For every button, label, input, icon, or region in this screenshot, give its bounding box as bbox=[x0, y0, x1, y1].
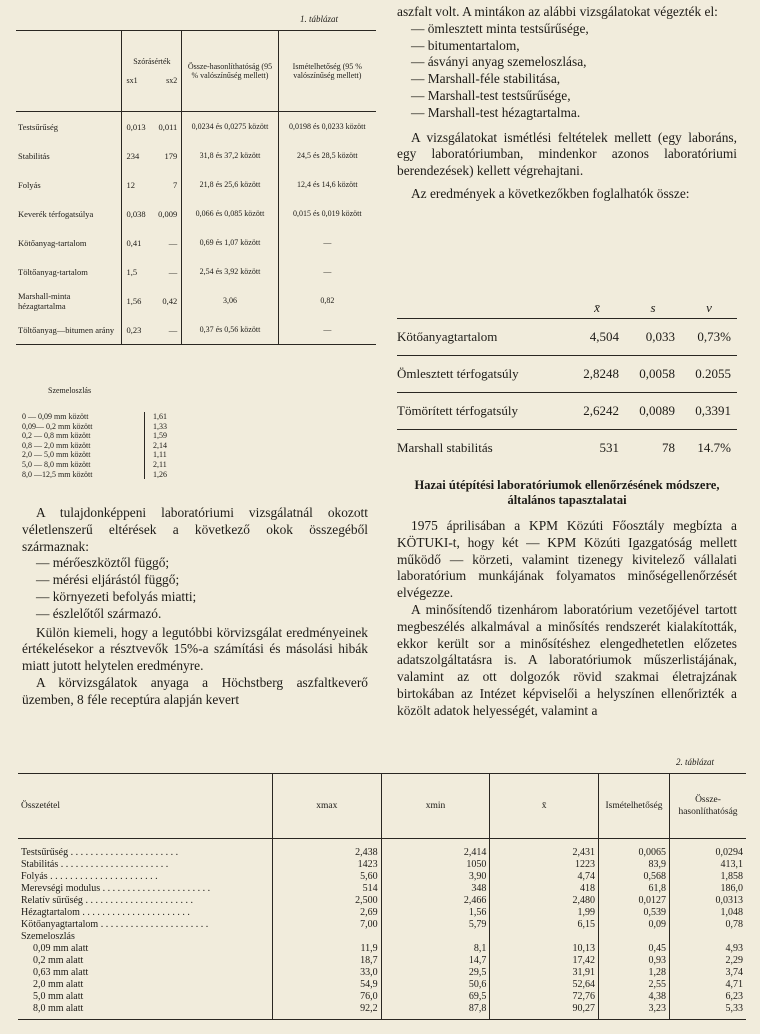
table2-cell-x: 52,64 bbox=[490, 979, 599, 991]
results-cell-x: 2,8248 bbox=[569, 356, 625, 393]
table2-cell-comp: 2,29 bbox=[670, 955, 747, 967]
table2-cell-rep: 0,45 bbox=[599, 943, 670, 955]
table2-cell-comp: 0,78 bbox=[670, 919, 747, 931]
table2-cell-xmin: 3,90 bbox=[381, 871, 490, 883]
table1-row bbox=[16, 315, 376, 345]
table2-cell-rep: 4,38 bbox=[599, 991, 670, 1003]
table1-cell-comparability: 3,06 bbox=[182, 286, 278, 315]
table1-cell-sx1: 0,013 bbox=[126, 121, 146, 132]
table1-cell-repeatability: — bbox=[278, 228, 376, 257]
right-dash-5: — Marshall-test testsűrűsége, bbox=[411, 87, 571, 103]
distribution-row bbox=[22, 460, 167, 470]
table2-cell-xmax: 2,438 bbox=[273, 839, 382, 860]
table2-cell-name: Merevségi modulus bbox=[21, 883, 101, 894]
table2-cell-xmax: 76,0 bbox=[273, 991, 382, 1003]
table2-header-repeatability: Ismételhetőség bbox=[599, 774, 670, 839]
table2-cell-xmin: 14,7 bbox=[381, 955, 490, 967]
left-dash-2: — mérési eljárástól függő; bbox=[36, 572, 180, 588]
table2-cell-rep: 0,09 bbox=[599, 919, 670, 931]
table2-header-xmax: xmax bbox=[273, 774, 382, 839]
table2-cell-xmax: 7,00 bbox=[273, 919, 382, 931]
table1-row bbox=[16, 170, 376, 199]
table1-header-sx1: sx1 bbox=[126, 76, 138, 85]
table1-cell-name: Stabilitás bbox=[18, 150, 50, 161]
results-cell-name: Ömlesztett térfogatsúly bbox=[397, 356, 569, 393]
distribution-value: 1,11 bbox=[153, 450, 167, 460]
table2-cell-comp: 5,33 bbox=[670, 1003, 747, 1020]
results-cell-x: 531 bbox=[569, 430, 625, 467]
right-dash-1: — ömlesztett minta testsűrűsége, bbox=[411, 20, 589, 36]
table1-cell-repeatability: 0,82 bbox=[278, 286, 376, 315]
table2-cell-xmin: 2,414 bbox=[381, 839, 490, 860]
table2-cell-rep: 83,9 bbox=[599, 859, 670, 871]
table2-cell-name: 5,0 mm alatt bbox=[33, 991, 84, 1002]
table2-cell-name: 2,0 mm alatt bbox=[33, 979, 84, 990]
table2-cell-name: Folyás bbox=[21, 871, 48, 882]
table2-cell-comp: 3,74 bbox=[670, 967, 747, 979]
table2-cell-x: 72,76 bbox=[490, 991, 599, 1003]
table2-row bbox=[18, 991, 746, 1003]
table2-cell-xmax: 92,2 bbox=[273, 1003, 382, 1020]
table1-cell-sx2: — bbox=[168, 324, 178, 335]
table2-cell-comp: 413,1 bbox=[670, 859, 747, 871]
table1-cell-name: Kötőanyag-tartalom bbox=[18, 237, 87, 248]
results-table bbox=[397, 298, 737, 466]
table2-cell-x: 6,15 bbox=[490, 919, 599, 931]
table2-cell-x: 4,74 bbox=[490, 871, 599, 883]
table2-cell-x: 31,91 bbox=[490, 967, 599, 979]
table2-cell-comp: 1,048 bbox=[670, 907, 747, 919]
results-cell-name: Tömörített térfogatsúly bbox=[397, 393, 569, 430]
table1-cell-sx1: 0,038 bbox=[126, 208, 146, 219]
results-cell-s: 78 bbox=[625, 430, 681, 467]
table1-cell-comparability: 31,8 és 37,2 között bbox=[182, 141, 278, 170]
table2-cell-comp: 186,0 bbox=[670, 883, 747, 895]
table2-row bbox=[18, 955, 746, 967]
table2-cell-xmin: 87,8 bbox=[381, 1003, 490, 1020]
distribution-list bbox=[22, 412, 167, 479]
table2-cell-rep: 0,568 bbox=[599, 871, 670, 883]
distribution-row bbox=[22, 431, 167, 441]
table2-cell-xmin bbox=[381, 931, 490, 943]
right-dash-2: — bitumentartalom, bbox=[411, 37, 520, 53]
distribution-row bbox=[22, 412, 167, 422]
leader-dots: . . . . . . . . . . . . . . . . . . . . . . bbox=[82, 895, 193, 906]
table2-header-comparability: Össze-hasonlíthatóság bbox=[670, 774, 747, 839]
table2-cell-name: 0,09 mm alatt bbox=[33, 943, 89, 954]
table1-header-scatter: Szórásérték bbox=[133, 57, 171, 66]
distribution-value: 2,11 bbox=[153, 459, 167, 469]
distribution-row bbox=[22, 441, 167, 451]
table2-cell-comp: 0,0294 bbox=[670, 839, 747, 860]
left-paragraph-3: A körvizsgálatok anyaga a Höchstberg aszfaltkeverő üzemben, 8 féle receptúra alapján kevert bbox=[22, 674, 368, 707]
distribution-value: 1,33 bbox=[153, 421, 167, 431]
results-cell-s: 0,033 bbox=[625, 319, 681, 356]
results-header-v: v bbox=[706, 300, 712, 315]
results-cell-v: 0,73% bbox=[681, 319, 737, 356]
table2-cell-rep: 0,93 bbox=[599, 955, 670, 967]
table2-cell-xmax: 18,7 bbox=[273, 955, 382, 967]
table1-cell-sx1: 234 bbox=[126, 150, 140, 161]
table1-cell-comparability: 0,0234 és 0,0275 között bbox=[182, 112, 278, 142]
table2-cell-xmin: 5,79 bbox=[381, 919, 490, 931]
results-cell-v: 0,3391 bbox=[681, 393, 737, 430]
table1-cell-comparability: 21,8 és 25,6 között bbox=[182, 170, 278, 199]
results-row bbox=[397, 430, 737, 467]
table2-cell-xmax: 514 bbox=[273, 883, 382, 895]
table2-cell-name: Testsűrűség bbox=[21, 847, 69, 858]
results-cell-x: 2,6242 bbox=[569, 393, 625, 430]
results-cell-v: 0.2055 bbox=[681, 356, 737, 393]
results-row bbox=[397, 393, 737, 430]
distribution-value: 2,14 bbox=[153, 440, 167, 450]
table2-cell-rep: 2,55 bbox=[599, 979, 670, 991]
table1-cell-repeatability: 12,4 és 14,6 között bbox=[278, 170, 376, 199]
leader-dots: . . . . . . . . . . . . . . . . . . . . . . bbox=[47, 871, 158, 882]
table2-cell-name: 8,0 mm alatt bbox=[33, 1003, 84, 1014]
table2-cell-x: 1,99 bbox=[490, 907, 599, 919]
table2-cell-xmin: 29,5 bbox=[381, 967, 490, 979]
table1-cell-comparability: 0,066 és 0,085 között bbox=[182, 199, 278, 228]
table2-cell-name: Relatív sűrűség bbox=[21, 895, 83, 906]
table2-cell-x bbox=[490, 931, 599, 943]
table2-cell-xmin: 8,1 bbox=[381, 943, 490, 955]
table2-cell-xmin: 348 bbox=[381, 883, 490, 895]
table1-cell-sx1: 1,56 bbox=[126, 295, 142, 306]
table2-cell-xmin: 2,466 bbox=[381, 895, 490, 907]
table2-row bbox=[18, 895, 746, 907]
table1-header-repeatability: Ismételhetőség (95 % valószínűség mellett) bbox=[278, 31, 376, 112]
distribution-value: 1,59 bbox=[153, 431, 167, 441]
distribution-range: 0 — 0,09 mm között bbox=[22, 412, 145, 422]
table1-row bbox=[16, 257, 376, 286]
table1-cell-repeatability: — bbox=[278, 257, 376, 286]
section-text bbox=[397, 518, 737, 720]
table2-row bbox=[18, 871, 746, 883]
table2-cell-x: 2,480 bbox=[490, 895, 599, 907]
table2-cell-name: 0,63 mm alatt bbox=[33, 967, 89, 978]
table1-cell-repeatability: 0,0198 és 0,0233 között bbox=[278, 112, 376, 142]
distribution-range: 0,8 — 2,0 mm között bbox=[22, 441, 145, 451]
table2-cell-name: 0,2 mm alatt bbox=[33, 955, 84, 966]
table2-cell-name: Stabilitás bbox=[21, 859, 59, 870]
table1-cell-sx2: 179 bbox=[164, 150, 178, 161]
table1-header-comparability: Össze-hasonlíthatóság (95 % valószínűség mellett) bbox=[182, 31, 278, 112]
table2-cell-xmax: 2,69 bbox=[273, 907, 382, 919]
results-cell-name: Kötőanyagtartalom bbox=[397, 319, 569, 356]
right-paragraph-2: A vizsgálatokat ismétlési feltételek mellett (egy laboráns, egy laboratóriumban, mindenkor azonos laboratóriumi berendezések) kellett végrehajtani. bbox=[397, 129, 737, 179]
distribution-range: 5,0 — 8,0 mm között bbox=[22, 460, 145, 470]
table1-cell-comparability: 2,54 és 3,92 között bbox=[182, 257, 278, 286]
table1-cell-comparability: 0,37 és 0,56 között bbox=[182, 315, 278, 345]
right-dash-3: — ásványi anyag szemeloszlása, bbox=[411, 54, 587, 70]
section-title: Hazai útépítési laboratóriumok ellenőrzésének módszere, általános tapasztalatai bbox=[414, 478, 720, 507]
table2-row bbox=[18, 859, 746, 871]
section-paragraph-2: A minősítendő tizenhárom laboratórium vezetőjével tartott megbeszélés alkalmával a minősítés rendszerét kialakították, ekkor került sor a minősítéshez elengedhetetlen előzetes adatszolgáltatásra is. A laboratóriumok műszerlistájának, valamint az ott dolgozók rövid szakmai életrajzának birtokában az Intézet képviselői a helyszínen ellenőrizték a közölt adatok helyességét, valamint a bbox=[397, 601, 737, 718]
results-header-x: x̄ bbox=[594, 300, 600, 315]
table1 bbox=[16, 30, 376, 345]
leader-dots: . . . . . . . . . . . . . . . . . . . . . . bbox=[98, 919, 209, 930]
table2-cell-rep bbox=[599, 931, 670, 943]
table2-row bbox=[18, 907, 746, 919]
right-dash-4: — Marshall-féle stabilitása, bbox=[411, 71, 561, 87]
table1-cell-sx2: 0,009 bbox=[158, 208, 178, 219]
table2-cell-xmin: 1050 bbox=[381, 859, 490, 871]
table1-header-sx2: sx2 bbox=[166, 76, 178, 85]
table2-caption: 2. táblázat bbox=[676, 757, 715, 767]
right-paragraph-3: Az eredmények a következőkben foglalhatók össze: bbox=[411, 185, 690, 201]
table1-caption: 1. táblázat bbox=[300, 14, 339, 24]
table1-cell-sx1: 0,41 bbox=[126, 237, 142, 248]
distribution-range: 0,09— 0,2 mm között bbox=[22, 422, 145, 432]
results-cell-s: 0,0089 bbox=[625, 393, 681, 430]
table2-cell-xmin: 50,6 bbox=[381, 979, 490, 991]
table2-row bbox=[18, 967, 746, 979]
table1-row bbox=[16, 141, 376, 170]
table2-cell-x: 1223 bbox=[490, 859, 599, 871]
table2-row bbox=[18, 919, 746, 931]
table2-row bbox=[18, 943, 746, 955]
results-cell-s: 0,0058 bbox=[625, 356, 681, 393]
table1-cell-name: Töltőanyag-tartalom bbox=[18, 266, 88, 277]
leader-dots: . . . . . . . . . . . . . . . . . . . . . . bbox=[79, 907, 190, 918]
table2-cell-rep: 0,539 bbox=[599, 907, 670, 919]
distribution-row bbox=[22, 450, 167, 460]
table2-cell-rep: 0,0065 bbox=[599, 839, 670, 860]
table2-cell-rep: 0,0127 bbox=[599, 895, 670, 907]
table1-cell-name: Töltőanyag—bitumen arány bbox=[16, 315, 122, 345]
table1-cell-repeatability: 0,015 és 0,019 között bbox=[278, 199, 376, 228]
table1-row bbox=[16, 112, 376, 142]
table2-cell-comp: 6,23 bbox=[670, 991, 747, 1003]
section-paragraph-1: 1975 áprilisában a KPM Közúti Főosztály megbízta a KÖTUKI-t, hogy két — KPM Közúti Igazgatóság mellett működő — körzeti, valamint tizenegy kivitelező vállalati laboratórium munkájának folyamatos minőségellenőrzését elvégezze. bbox=[397, 518, 737, 601]
table2-cell-comp: 0,0313 bbox=[670, 895, 747, 907]
table2-cell-comp: 1,858 bbox=[670, 871, 747, 883]
table2-cell-comp: 4,93 bbox=[670, 943, 747, 955]
right-dash-6: — Marshall-test hézagtartalma. bbox=[411, 104, 581, 120]
table2-cell-name: Hézagtartalom bbox=[21, 907, 80, 918]
table2-cell-comp: 4,71 bbox=[670, 979, 747, 991]
table1-cell-sx1: 1,5 bbox=[126, 266, 138, 277]
table2-cell-name: Kötőanyagtartalom bbox=[21, 919, 99, 930]
table1-cell-name: Keverék térfogatsúlya bbox=[18, 208, 94, 219]
table1-row bbox=[16, 228, 376, 257]
left-dash-3: — környezeti befolyás miatti; bbox=[36, 588, 197, 604]
left-paragraph-2: Külön kiemeli, hogy a legutóbbi körvizsgálat eredményeinek értékelésekor a résztvevők 15%-a számítási és másolási hibák miatt jutott helytelen eredményre. bbox=[22, 624, 368, 674]
table2-cell-comp bbox=[670, 931, 747, 943]
table2-cell-x: 10,13 bbox=[490, 943, 599, 955]
table2-cell-xmax: 2,500 bbox=[273, 895, 382, 907]
results-cell-x: 4,504 bbox=[569, 319, 625, 356]
table2-cell-xmax: 1423 bbox=[273, 859, 382, 871]
table2-cell-xmax: 54,9 bbox=[273, 979, 382, 991]
left-dash-4: — észlelőtől származó. bbox=[36, 605, 162, 621]
table2-row bbox=[18, 931, 746, 943]
table2-cell-rep: 3,23 bbox=[599, 1003, 670, 1020]
table2-header-xmin: xmin bbox=[381, 774, 490, 839]
distribution-range: 2,0 — 5,0 mm között bbox=[22, 450, 145, 460]
distribution-value: 1,26 bbox=[153, 469, 167, 479]
results-cell-v: 14.7% bbox=[681, 430, 737, 467]
right-column-text bbox=[397, 4, 737, 203]
leader-dots: . . . . . . . . . . . . . . . . . . . . . . bbox=[68, 847, 179, 858]
table2-row bbox=[18, 883, 746, 895]
results-header-s: s bbox=[650, 300, 656, 315]
table2-cell-x: 17,42 bbox=[490, 955, 599, 967]
table2-cell-name: Szemeloszlás bbox=[21, 931, 75, 942]
distribution-title: Szemeloszlás bbox=[48, 386, 92, 395]
table2-cell-xmax: 11,9 bbox=[273, 943, 382, 955]
table1-cell-sx1: 0,23 bbox=[126, 324, 142, 335]
table1-row bbox=[16, 286, 376, 315]
table1-cell-sx2: 7 bbox=[173, 179, 178, 190]
right-paragraph-1: aszfalt volt. A mintákon az alábbi vizsgálatokat végezték el: bbox=[397, 4, 718, 19]
table2-row bbox=[18, 1003, 746, 1020]
table1-cell-name: Marshall-minta hézagtartalma bbox=[18, 290, 71, 311]
distribution-range: 8,0 —12,5 mm között bbox=[22, 470, 145, 480]
leader-dots: . . . . . . . . . . . . . . . . . . . . . . bbox=[58, 859, 169, 870]
table1-cell-repeatability: — bbox=[278, 315, 376, 345]
table2-header-xmean: x̄ bbox=[490, 774, 599, 839]
table1-cell-comparability: 0,69 és 1,07 között bbox=[182, 228, 278, 257]
results-cell-name: Marshall stabilitás bbox=[397, 430, 569, 467]
table1-row bbox=[16, 199, 376, 228]
table1-cell-sx2: 0,011 bbox=[158, 121, 178, 132]
table2 bbox=[18, 773, 746, 1020]
table1-cell-sx2: — bbox=[168, 237, 178, 248]
table1-cell-name: Testsűrűség bbox=[18, 121, 59, 132]
left-paragraph-1: A tulajdonképpeni laboratóriumi vizsgálatnál okozott véletlenszerű eltérések a következő okok összegéből származnak: bbox=[22, 505, 368, 554]
table1-cell-sx2: 0,42 bbox=[162, 295, 178, 306]
table2-row bbox=[18, 979, 746, 991]
table2-cell-xmax: 33,0 bbox=[273, 967, 382, 979]
table1-cell-sx2: — bbox=[168, 266, 178, 277]
distribution-value: 1,61 bbox=[153, 412, 167, 421]
leader-dots: . . . . . . . . . . . . . . . . . . . . . . bbox=[100, 883, 211, 894]
table1-cell-sx1: 12 bbox=[126, 179, 135, 190]
table1-cell-repeatability: 24,5 és 28,5 között bbox=[278, 141, 376, 170]
distribution-row bbox=[22, 422, 167, 432]
table2-row bbox=[18, 839, 746, 860]
table1-cell-name: Folyás bbox=[18, 179, 41, 190]
results-row bbox=[397, 319, 737, 356]
table2-header-composition: Összetétel bbox=[18, 774, 273, 839]
table2-cell-xmin: 69,5 bbox=[381, 991, 490, 1003]
table2-cell-x: 90,27 bbox=[490, 1003, 599, 1020]
table2-cell-xmax bbox=[273, 931, 382, 943]
left-dash-1: — mérőeszköztől függő; bbox=[36, 555, 170, 571]
table2-cell-x: 2,431 bbox=[490, 839, 599, 860]
left-column-text bbox=[22, 505, 368, 709]
table2-cell-rep: 61,8 bbox=[599, 883, 670, 895]
table2-cell-rep: 1,28 bbox=[599, 967, 670, 979]
distribution-row bbox=[22, 470, 167, 480]
table2-cell-xmin: 1,56 bbox=[381, 907, 490, 919]
distribution-range: 0,2 — 0,8 mm között bbox=[22, 431, 145, 441]
table2-cell-x: 418 bbox=[490, 883, 599, 895]
table2-cell-xmax: 5,60 bbox=[273, 871, 382, 883]
results-row bbox=[397, 356, 737, 393]
